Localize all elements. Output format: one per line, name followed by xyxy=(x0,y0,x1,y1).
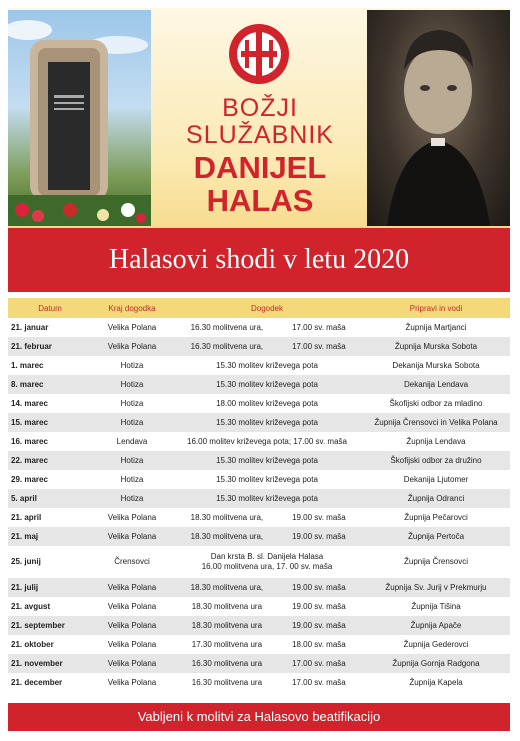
event-mass: 19.00 sv. maša xyxy=(292,621,346,630)
row-date: 21. avgust xyxy=(8,597,92,616)
row-organizer: Škofijski odbor za mladino xyxy=(362,394,510,413)
row-event xyxy=(172,546,362,578)
row-date: 21. november xyxy=(8,654,92,673)
event-mass: 19.00 sv. maša xyxy=(292,513,346,522)
table-row xyxy=(8,470,510,489)
title-line-1: BOŽJI xyxy=(222,94,298,122)
table-row xyxy=(8,508,510,527)
row-place: Hotiza xyxy=(92,470,172,489)
row-date: 21. februar xyxy=(8,337,92,356)
row-event xyxy=(172,508,362,527)
row-date: 29. marec xyxy=(8,470,92,489)
row-organizer: Župnija Apače xyxy=(362,616,510,635)
row-place: Hotiza xyxy=(92,489,172,508)
row-date: 22. marec xyxy=(8,451,92,470)
title-block xyxy=(155,95,365,217)
event-prayer: 16.30 molitvena ura xyxy=(191,659,263,668)
row-organizer: Dekanija Murska Sobota xyxy=(362,356,510,375)
row-organizer: Škofijski odbor za družino xyxy=(362,451,510,470)
event-mass: 19.00 sv. maša xyxy=(292,532,346,541)
column-header-event: Dogodek xyxy=(172,298,362,318)
table-row xyxy=(8,546,510,578)
row-event xyxy=(172,337,362,356)
row-organizer: Župnija Sv. Jurij v Prekmurju xyxy=(362,578,510,597)
column-header-date: Datum xyxy=(8,298,92,318)
table-row xyxy=(8,337,510,356)
row-date: 15. marec xyxy=(8,413,92,432)
row-place: Hotiza xyxy=(92,413,172,432)
event-prayer: 18.30 molitvena ura, xyxy=(190,583,264,592)
event-prayer: 18.30 molitvena ura xyxy=(191,602,263,611)
event-line-1: Dan krsta B. sl. Danijela Halasa xyxy=(210,552,324,561)
event-mass: 17.00 sv. maša xyxy=(292,342,346,351)
row-place: Hotiza xyxy=(92,356,172,375)
table-row xyxy=(8,654,510,673)
column-header-place: Kraj dogodka xyxy=(92,298,172,318)
table-row xyxy=(8,527,510,546)
row-event: 18.00 molitev križevega pota xyxy=(172,394,362,413)
row-date: 21. maj xyxy=(8,527,92,546)
event-mass: 19.00 sv. maša xyxy=(292,583,346,592)
table-row xyxy=(8,432,510,451)
row-organizer: Župnija Črensovci in Velika Polana xyxy=(362,413,510,432)
portrait-photo xyxy=(367,10,510,226)
row-place: Hotiza xyxy=(92,375,172,394)
row-place: Velika Polana xyxy=(92,508,172,527)
row-place: Velika Polana xyxy=(92,616,172,635)
row-event: 16.00 molitev križevega pota; 17.00 sv. maša xyxy=(172,432,362,451)
event-mass: 17.00 sv. maša xyxy=(292,678,346,687)
row-place: Črensovci xyxy=(92,546,172,578)
row-place: Lendava xyxy=(92,432,172,451)
row-place: Hotiza xyxy=(92,451,172,470)
row-organizer: Župnija Gederovci xyxy=(362,635,510,654)
event-prayer: 16.30 molitvena ura, xyxy=(190,342,264,351)
row-event xyxy=(172,635,362,654)
row-date: 21. julij xyxy=(8,578,92,597)
row-organizer: Župnija Martjanci xyxy=(362,318,510,337)
row-event xyxy=(172,597,362,616)
row-date: 21. september xyxy=(8,616,92,635)
row-organizer: Župnija Kapela xyxy=(362,673,510,692)
table-row xyxy=(8,489,510,508)
row-event xyxy=(172,673,362,692)
table-header-row xyxy=(8,298,510,318)
event-prayer: 16.30 molitvena ura, xyxy=(190,323,264,332)
table-row xyxy=(8,616,510,635)
row-date: 21. januar xyxy=(8,318,92,337)
event-line-2: 16.00 molitvena ura, 17. 00 sv. maša xyxy=(201,562,333,571)
table-row xyxy=(8,673,510,692)
row-date: 16. marec xyxy=(8,432,92,451)
column-header-organizer: Pripravi in vodi xyxy=(362,298,510,318)
row-event xyxy=(172,578,362,597)
event-prayer: 17.30 molitvena ura xyxy=(191,640,263,649)
row-place: Hotiza xyxy=(92,394,172,413)
table-row xyxy=(8,635,510,654)
row-event xyxy=(172,654,362,673)
row-date: 21. oktober xyxy=(8,635,92,654)
row-organizer: Župnija Murska Sobota xyxy=(362,337,510,356)
row-organizer: Dekanija Lendava xyxy=(362,375,510,394)
row-place: Velika Polana xyxy=(92,578,172,597)
row-date: 5. april xyxy=(8,489,92,508)
event-mass: 19.00 sv. maša xyxy=(292,602,346,611)
title-line-2: SLUŽABNIK xyxy=(186,121,334,149)
row-date: 21. april xyxy=(8,508,92,527)
row-place: Velika Polana xyxy=(92,673,172,692)
row-date: 8. marec xyxy=(8,375,92,394)
row-event: 15.30 molitev križevega pota xyxy=(172,356,362,375)
row-organizer: Župnija Pečarovci xyxy=(362,508,510,527)
row-date: 14. marec xyxy=(8,394,92,413)
event-mass: 17.00 sv. maša xyxy=(292,323,346,332)
event-mass: 18.00 sv. maša xyxy=(292,640,346,649)
row-event: 15.30 molitev križevega pota xyxy=(172,413,362,432)
schedule-table xyxy=(8,298,510,692)
row-date: 25. junij xyxy=(8,546,92,578)
event-prayer: 18.30 molitvena ura, xyxy=(190,513,264,522)
row-event: 15.30 molitev križevega pota xyxy=(172,451,362,470)
row-place: Velika Polana xyxy=(92,318,172,337)
row-date: 1. marec xyxy=(8,356,92,375)
row-organizer: Dekanija Ljutomer xyxy=(362,470,510,489)
row-date: 21. december xyxy=(8,673,92,692)
row-event: 15.30 molitev križevega pota xyxy=(172,489,362,508)
event-mass: 17.00 sv. maša xyxy=(292,659,346,668)
monument-photo xyxy=(8,10,151,226)
table-row xyxy=(8,413,510,432)
row-event xyxy=(172,527,362,546)
banner-title: Halasovi shodi v letu 2020 xyxy=(8,228,510,292)
title-line-4: HALAS xyxy=(206,183,314,218)
row-event xyxy=(172,616,362,635)
event-prayer: 18.30 molitvena ura, xyxy=(190,532,264,541)
row-event: 15.30 molitev križevega pota xyxy=(172,470,362,489)
row-place: Velika Polana xyxy=(92,337,172,356)
row-organizer: Župnija Odranci xyxy=(362,489,510,508)
table-row xyxy=(8,451,510,470)
table-row xyxy=(8,597,510,616)
event-prayer: 16.30 molitvena ura xyxy=(191,678,263,687)
table-row xyxy=(8,318,510,337)
row-organizer: Župnija Gornja Radgona xyxy=(362,654,510,673)
table-row xyxy=(8,356,510,375)
row-event xyxy=(172,318,362,337)
row-place: Velika Polana xyxy=(92,635,172,654)
row-place: Velika Polana xyxy=(92,654,172,673)
table-row xyxy=(8,578,510,597)
title-line-3: DANIJEL xyxy=(193,150,327,185)
row-event: 15.30 molitev križevega pota xyxy=(172,375,362,394)
event-prayer: 18.30 molitvena ura xyxy=(191,621,263,630)
row-organizer: Župnija Pertoča xyxy=(362,527,510,546)
footer-banner: Vabljeni k molitvi za Halasovo beatifikacijo xyxy=(8,703,510,731)
row-organizer: Župnija Tišina xyxy=(362,597,510,616)
halas-logo-icon xyxy=(227,22,291,86)
row-organizer: Župnija Črensovci xyxy=(362,546,510,578)
table-row xyxy=(8,394,510,413)
table-row xyxy=(8,375,510,394)
row-organizer: Župnija Lendava xyxy=(362,432,510,451)
row-place: Velika Polana xyxy=(92,597,172,616)
row-place: Velika Polana xyxy=(92,527,172,546)
